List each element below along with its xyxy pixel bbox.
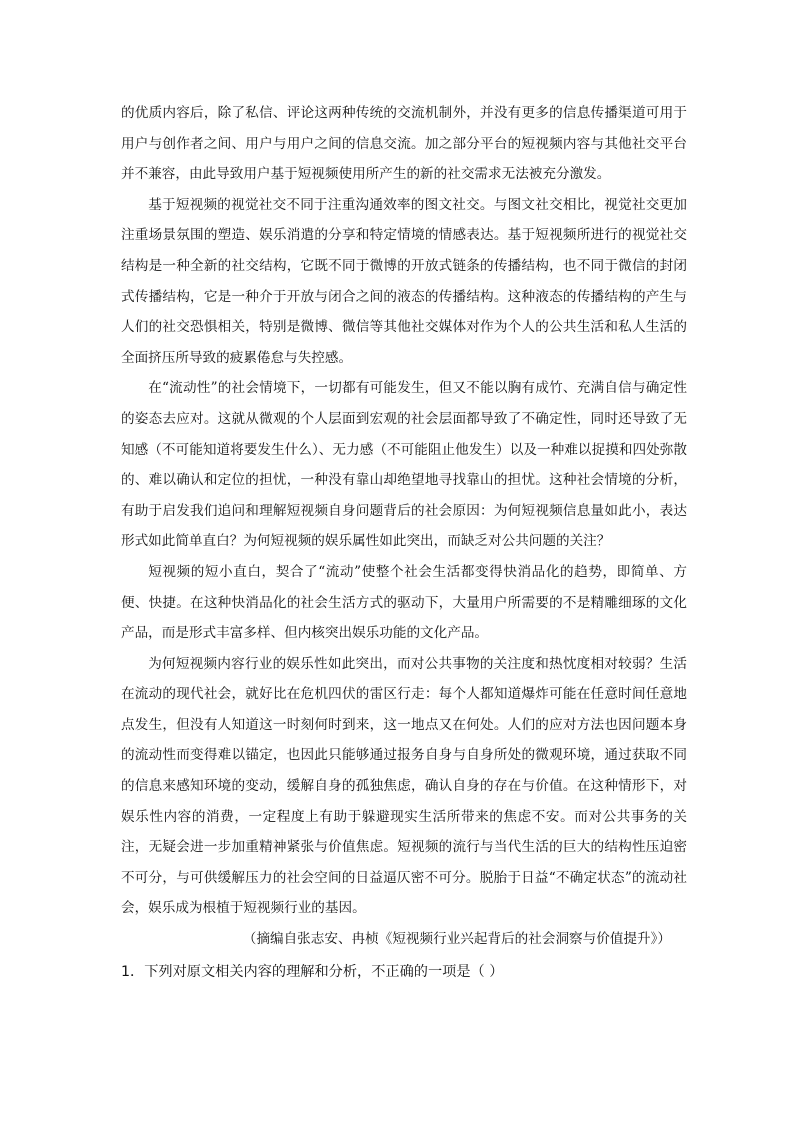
- paragraph-short-direct: 短视频的短小直白，契合了“流动”使整个社会生活都变得快消品化的趋势，即简单、方便、快捷。在这种快消品化的社会生活方式的驱动下，大量用户所需要的不是精雕细琢的文化产品，而是形式丰富多样、但内核突出娱乐功能的文化产品。: [121, 563, 687, 642]
- paragraph-visual-social: 基于短视频的视觉社交不同于注重沟通效率的图文社交。与图文社交相比，视觉社交更加注重场景氛围的塑造、娱乐消遣的分享和特定情境的情感表达。基于短视频所进行的视觉社交结构是一种全新的社交结构，它既不同于微博的开放式链条的传播结构，也不同于微信的封闭式传播结构，它是一种介于开放与闭合之间的液态的传播结构。这种液态的传播结构的产生与人们的社交恐惧相关，特别是微博、微信等其他社交媒体对作为个人的公共生活和私人生活的全面挤压所导致的疲累倦怠与失控感。: [121, 196, 687, 366]
- question-1: 1．下列对原文相关内容的理解和分析，不正确的一项是（ ）: [121, 963, 504, 980]
- article-body: [121, 98, 687, 987]
- source-citation: （摘编自张志安、冉桢《短视频行业兴起背后的社会洞察与价值提升》）: [242, 931, 671, 948]
- paragraph-fluidity: 在“流动性”的社会情境下，一切都有可能发生，但又不能以胸有成竹、充满自信与确定性的姿态去应对。这就从微观的个人层面到宏观的社会层面都导致了不确定性，同时还导致了无知感（不可能知道将要发生什么）、无力感（不可能阻止他发生）以及一种难以捉摸和四处弥散的、难以确认和定位的担忧，一种没有靠山却绝望地寻找靠山的担忧。这种社会情境的分析，有助于启发我们追问和理解短视频自身问题背后的社会原因：为何短视频信息量如此小，表达形式如此简单直白？为何短视频的娱乐属性如此突出，而缺乏对公共问题的关注？: [121, 380, 687, 550]
- paragraph-entertainment: 为何短视频内容行业的娱乐性如此突出，而对公共事物的关注度和热忱度相对较弱？生活在流动的现代社会，就好比在危机四伏的雷区行走：每个人都知道爆炸可能在任意时间任意地点发生，但没有人知道这一时刻何时到来，这一地点又在何处。人们的应对方法也因问题本身的流动性而变得难以锚定，也因此只能够通过报务自身与自身所处的微观环境，通过获取不同的信息来感知环境的变动，缓解自身的孤独焦虑，确认自身的存在与价值。在这种情形下，对娱乐性内容的消费，一定程度上有助于躲避现实生活所带来的焦虑不安。而对公共事务的关注，无疑会进一步加重精神紧张与价值焦虑。短视频的流行与当代生活的巨大的结构性压迫密不可分，与可供缓解压力的社会空间的日益逼仄密不可分。脱胎于日益“不确定状态”的流动社会，娱乐成为根植于短视频行业的基因。: [121, 655, 687, 917]
- paragraph-continued: 的优质内容后，除了私信、评论这两种传统的交流机制外，并没有更多的信息传播渠道可用于用户与创作者之间、用户与用户之间的信息交流。加之部分平台的短视频内容与其他社交平台并不兼容，由此导致用户基于短视频使用所产生的新的社交需求无法被充分激发。: [121, 105, 687, 183]
